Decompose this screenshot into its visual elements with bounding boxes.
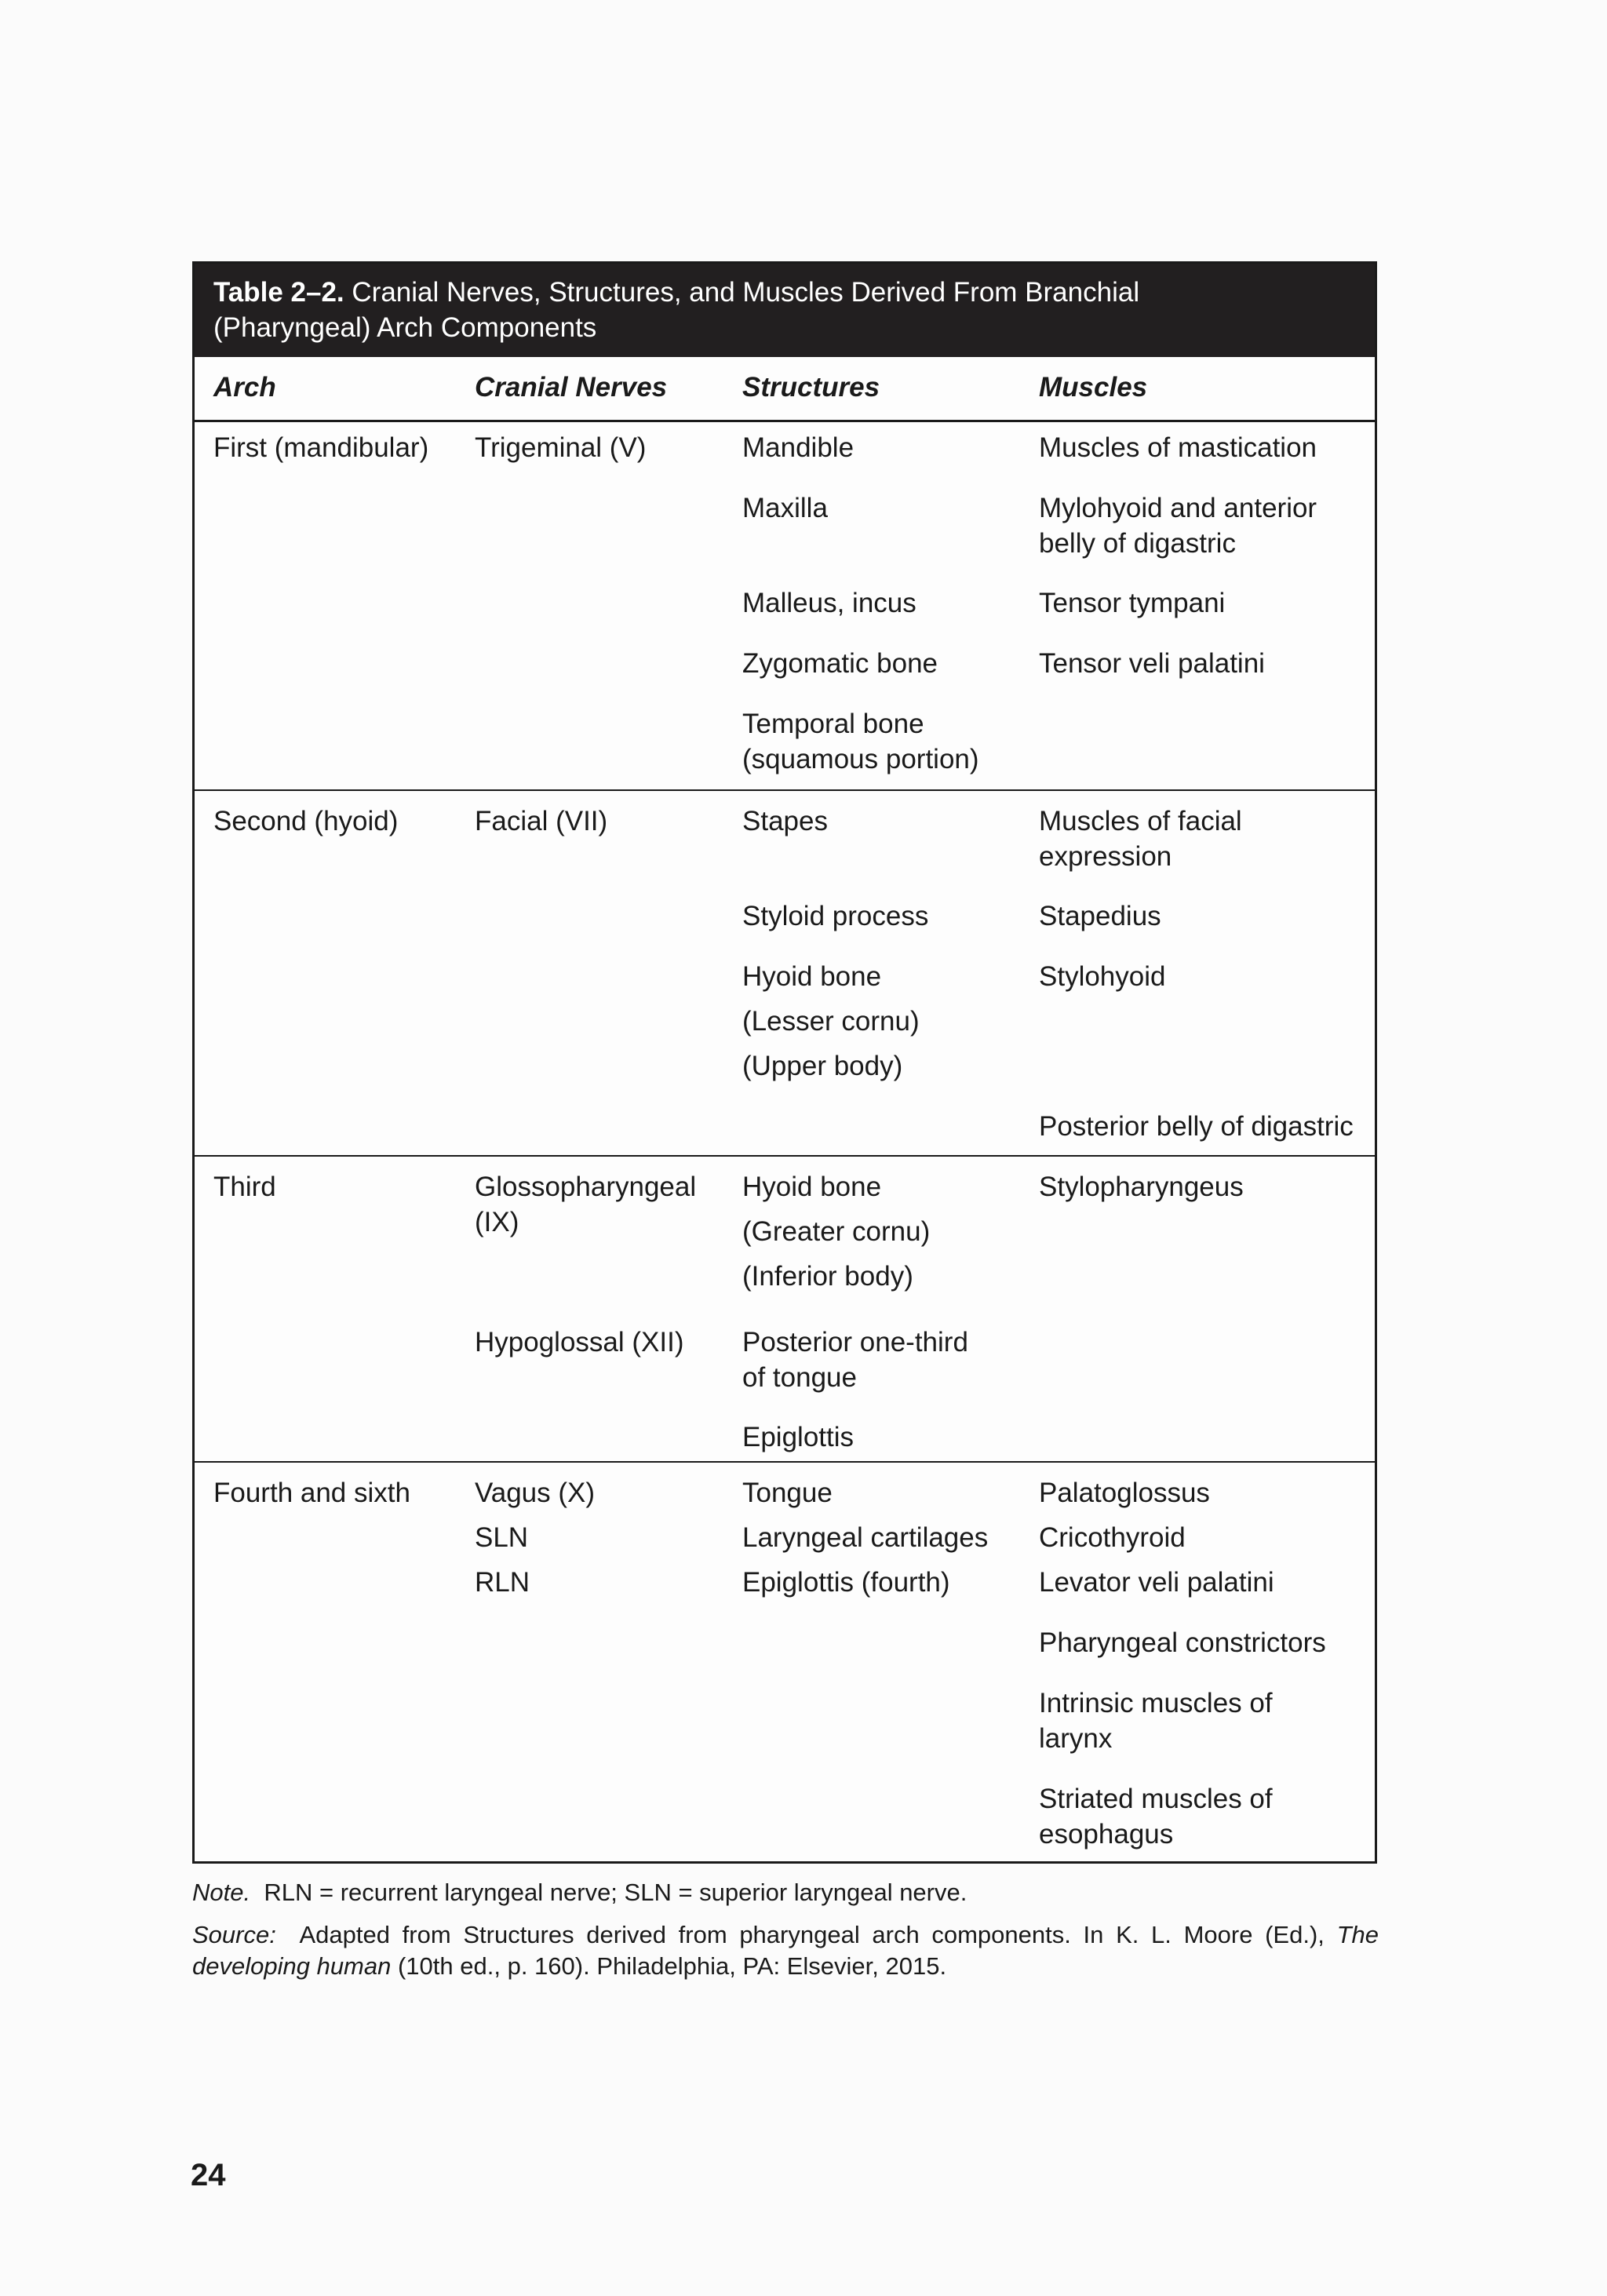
nerve-cell: Trigeminal (V) bbox=[475, 432, 647, 463]
structure-cell: Posterior one-third bbox=[742, 1327, 968, 1358]
structure-cell: Temporal bone bbox=[742, 709, 924, 739]
arch-cell: Fourth and sixth bbox=[213, 1478, 410, 1508]
table bbox=[192, 261, 1377, 1864]
column-header-arch: Arch bbox=[213, 372, 276, 403]
muscle-cell: esophagus bbox=[1039, 1819, 1174, 1850]
structure-cell: of tongue bbox=[742, 1362, 857, 1393]
structure-cell: Maxilla bbox=[742, 493, 828, 523]
nerve-cell: Facial (VII) bbox=[475, 806, 608, 836]
nerve-cell: Vagus (X) bbox=[475, 1478, 596, 1508]
muscle-cell: Mylohyoid and anterior bbox=[1039, 493, 1317, 523]
row-divider bbox=[195, 1461, 1375, 1463]
source-book-title: The developing human bbox=[192, 1921, 1379, 1980]
table-note bbox=[192, 1877, 1379, 1908]
row-divider bbox=[195, 1155, 1375, 1157]
structure-cell: (Greater cornu) bbox=[742, 1216, 931, 1247]
muscle-cell: Stapedius bbox=[1039, 901, 1161, 931]
structure-cell: Mandible bbox=[742, 432, 855, 463]
table-title-line-1: Cranial Nerves, Structures, and Muscles Derived From Branchial bbox=[352, 277, 1140, 308]
muscle-cell: Cricothyroid bbox=[1039, 1522, 1186, 1553]
table-source bbox=[192, 1919, 1379, 1982]
structure-cell: Malleus, incus bbox=[742, 588, 916, 618]
column-header-structures: Structures bbox=[742, 372, 880, 403]
nerve-cell: (IX) bbox=[475, 1207, 519, 1237]
nerve-cell: RLN bbox=[475, 1567, 530, 1598]
muscle-cell: larynx bbox=[1039, 1723, 1113, 1754]
muscle-cell: Striated muscles of bbox=[1039, 1784, 1273, 1814]
muscle-cell: Stylopharyngeus bbox=[1039, 1172, 1244, 1202]
structure-cell: (Inferior body) bbox=[742, 1261, 913, 1292]
note-text: RLN = recurrent laryngeal nerve; SLN = superior laryngeal nerve. bbox=[264, 1879, 967, 1906]
structure-cell: Epiglottis (fourth) bbox=[742, 1567, 950, 1598]
nerve-cell: Glossopharyngeal bbox=[475, 1172, 697, 1202]
muscle-cell: Palatoglossus bbox=[1039, 1478, 1210, 1508]
column-header-muscles: Muscles bbox=[1039, 372, 1148, 403]
arch-cell: Third bbox=[213, 1172, 276, 1202]
muscle-cell: Levator veli palatini bbox=[1039, 1567, 1274, 1598]
muscle-cell: expression bbox=[1039, 841, 1172, 872]
muscle-cell: belly of digastric bbox=[1039, 528, 1236, 559]
structure-cell: Hyoid bone bbox=[742, 1172, 882, 1202]
structure-cell: Epiglottis bbox=[742, 1422, 855, 1452]
structure-cell: (Upper body) bbox=[742, 1051, 903, 1081]
muscle-cell: Muscles of mastication bbox=[1039, 432, 1317, 463]
structure-cell: Laryngeal cartilages bbox=[742, 1522, 989, 1553]
nerve-cell: SLN bbox=[475, 1522, 529, 1553]
table-number: Table 2–2. bbox=[213, 277, 344, 308]
table-caption bbox=[195, 264, 1375, 357]
column-header-cranial-nerves: Cranial Nerves bbox=[475, 372, 668, 403]
muscle-cell: Pharyngeal constrictors bbox=[1039, 1627, 1326, 1658]
structure-cell: Hyoid bone bbox=[742, 961, 882, 992]
source-text-end: (10th ed., p. 160). Philadelphia, PA: Elsevier, 2015. bbox=[397, 1952, 947, 1980]
row-divider bbox=[195, 789, 1375, 791]
nerve-cell: Hypoglossal (XII) bbox=[475, 1327, 684, 1358]
column-header-row bbox=[195, 357, 1375, 422]
page-number: 24 bbox=[191, 2158, 226, 2192]
muscle-cell: Muscles of facial bbox=[1039, 806, 1242, 836]
muscle-cell: Posterior belly of digastric bbox=[1039, 1111, 1354, 1142]
source-label: Source: bbox=[192, 1921, 276, 1948]
structure-cell: (Lesser cornu) bbox=[742, 1006, 920, 1037]
muscle-cell: Tensor tympani bbox=[1039, 588, 1226, 618]
muscle-cell: Stylohyoid bbox=[1039, 961, 1166, 992]
structure-cell: Styloid process bbox=[742, 901, 929, 931]
source-text: Adapted from Structures derived from pharyngeal arch components. In K. L. Moore (Ed.), bbox=[299, 1921, 1325, 1948]
arch-cell: Second (hyoid) bbox=[213, 806, 399, 836]
structure-cell: Tongue bbox=[742, 1478, 833, 1508]
structure-cell: (squamous portion) bbox=[742, 744, 979, 774]
muscle-cell: Intrinsic muscles of bbox=[1039, 1688, 1273, 1718]
table-title-line-2: (Pharyngeal) Arch Components bbox=[213, 312, 597, 343]
structure-cell: Stapes bbox=[742, 806, 828, 836]
arch-cell: First (mandibular) bbox=[213, 432, 429, 463]
note-label: Note. bbox=[192, 1879, 251, 1906]
structure-cell: Zygomatic bone bbox=[742, 648, 938, 679]
muscle-cell: Tensor veli palatini bbox=[1039, 648, 1265, 679]
